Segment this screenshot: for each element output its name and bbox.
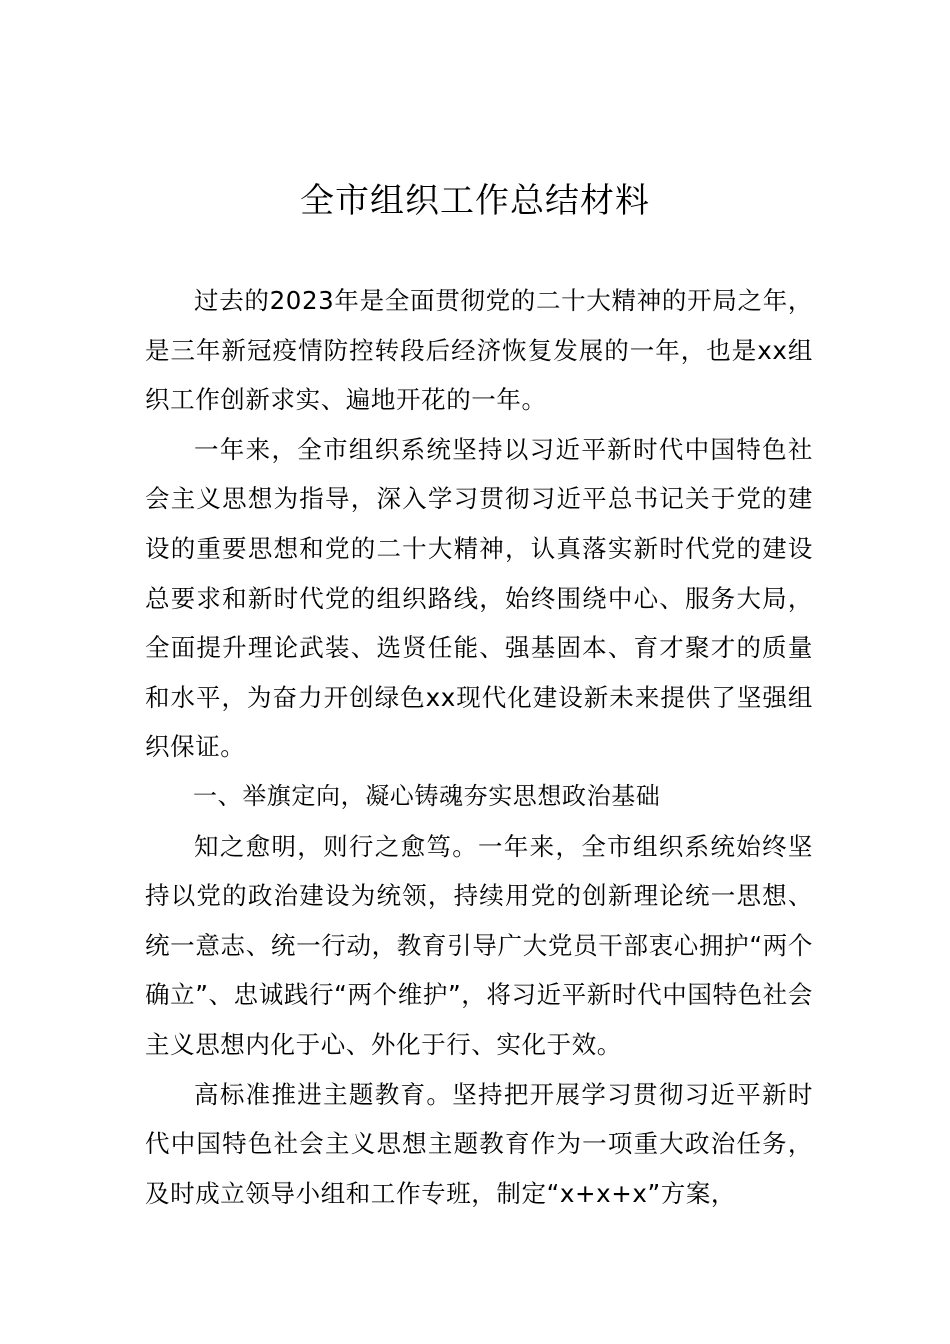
paragraph-intro: 过去的2023年是全面贯彻党的二十大精神的开局之年，是三年新冠疫情防控转段后经济恢复发展的一年，也是xx组织工作创新求实、遍地开花的一年。 xyxy=(145,286,813,415)
paragraph-section-2: 高标准推进主题教育。坚持把开展学习贯彻习近平新时代中国特色社会主义思想主题教育作为一项重大政治任务，及时成立领导小组和工作专班，制定“x+x+x”方案， xyxy=(145,1079,813,1208)
section-heading: 一、举旗定向，凝心铸魂夯实思想政治基础 xyxy=(193,781,661,810)
document-title: 全市组织工作总结材料 xyxy=(300,181,650,221)
paragraph-summary: 一年来，全市组织系统坚持以习近平新时代中国特色社会主义思想为指导，深入学习贯彻习近平总书记关于党的建设的重要思想和党的二十大精神，认真落实新时代党的建设总要求和新时代党的组织路线，始终围绕中心、服务大局，全面提升理论武装、选贤任能、强基固本、育才聚才的质量和水平，为奋力开创绿色xx现代化建设新未来提供了坚强组织保证。 xyxy=(145,434,813,762)
document-body xyxy=(145,276,813,1218)
paragraph-section-1: 知之愈明，则行之愈笃。一年来，全市组织系统始终坚持以党的政治建设为统领，持续用党的创新理论统一思想、统一意志、统一行动，教育引导广大党员干部衷心拥护“两个确立”、忠诚践行“两个维护”，将习近平新时代中国特色社会主义思想内化于心、外化于行、实化于效。 xyxy=(145,831,813,1059)
